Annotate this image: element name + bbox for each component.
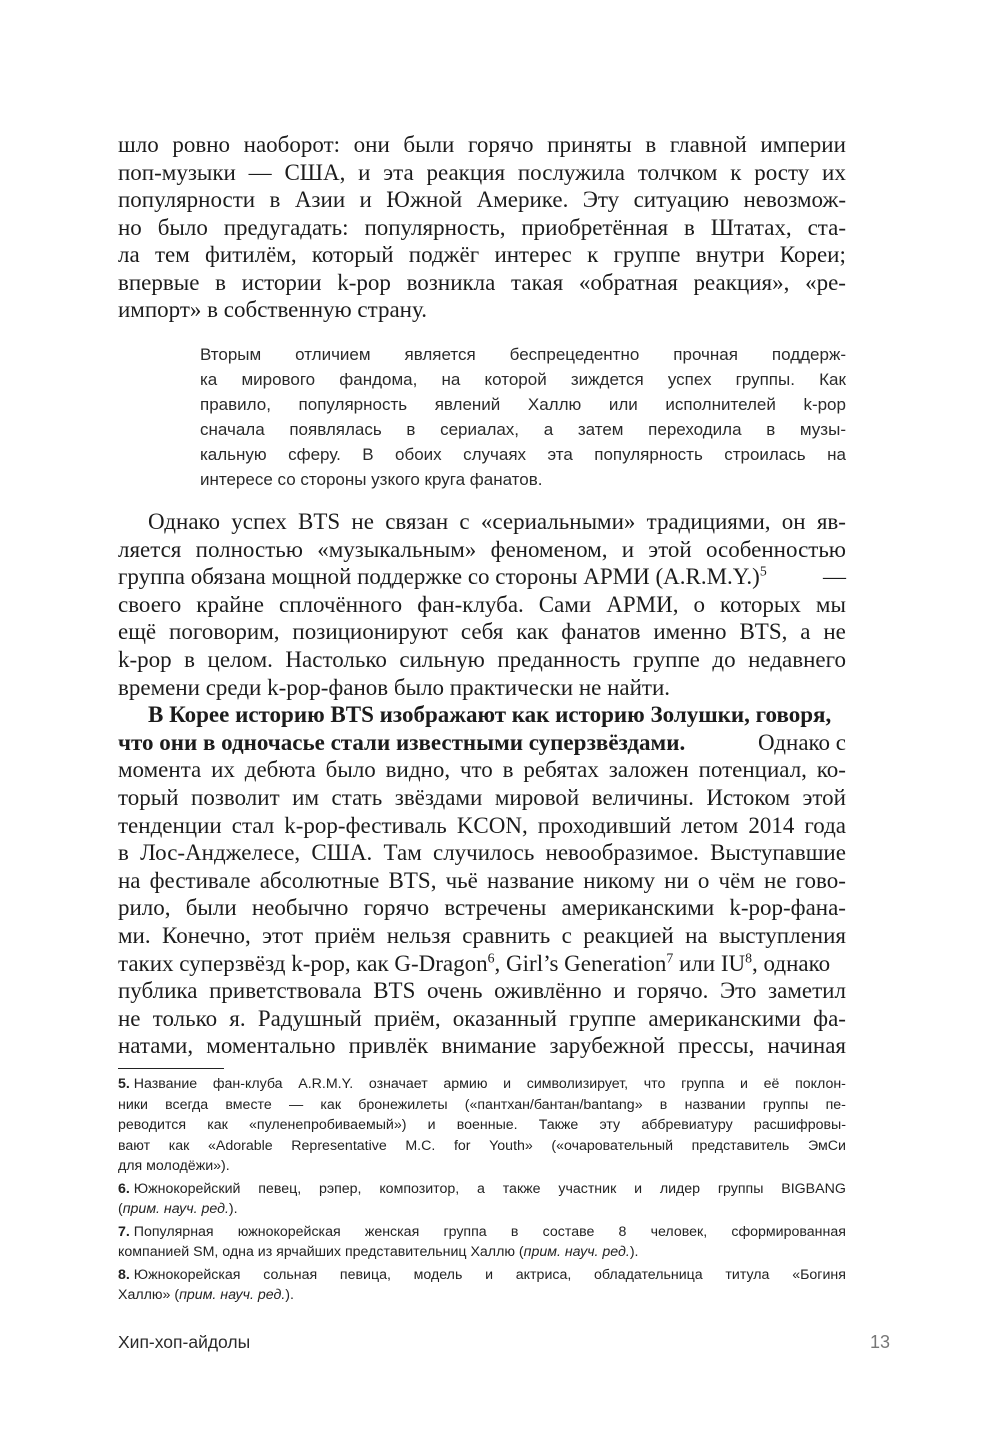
footnote-number: 7.: [118, 1223, 130, 1240]
quote-line: интересе со стороны узкого круга фанатов.: [200, 470, 543, 489]
text-line: момента их дебюта было видно, что в ребятах заложен потенциал, ко-: [118, 757, 846, 783]
text-line: натами, моментально привлёк внимание зарубежной прессы, начиная: [118, 1033, 846, 1059]
footnote-line: Халлю» (прим. науч. ред.).: [118, 1287, 294, 1303]
footnote-divider: [118, 1068, 224, 1069]
footnote-line: 8. Южнокорейская сольная певица, модель и актриса, обладательница титула «Богиня: [118, 1266, 846, 1283]
text-line: Однако успех BTS не связан с «сериальными» традициями, он яв-: [148, 509, 846, 534]
body-text: [118, 508, 846, 1060]
footnote-number: 8.: [118, 1266, 130, 1283]
text-line: не только я. Радушный приём, оказанный группе американскими фа-: [118, 1005, 846, 1031]
footnote-6: [118, 1179, 846, 1220]
text-line: [118, 729, 846, 757]
text-line: торый позволит им стать звёздами мировой величины. Истоком этой: [118, 784, 846, 810]
footnote-line: реводится как «пуленепробиваемый») и военные. Также эту аббревиатуру расшифровы-: [118, 1117, 846, 1133]
footnote-ref-6: 6: [487, 949, 495, 965]
text-line: ляется полностью «музыкальным» феноменом, и этой особенностью: [118, 536, 846, 562]
text-line: [118, 701, 846, 729]
quote-line: правило, популярность явлений Халлю или исполнителей k-pop: [200, 395, 846, 414]
text-fragment: —: [823, 564, 846, 590]
page-number: 13: [869, 1332, 890, 1352]
quote-line: кальную сферу. В обоих случаях эта популярность строилась на: [200, 445, 846, 464]
text-line: импорт» в собственную страну.: [118, 297, 427, 322]
text-line: [118, 950, 846, 978]
footnote-ref-5: 5: [759, 563, 767, 579]
text-line: своего крайне сплочённого фан-клуба. Сами АРМИ, о которых мы: [118, 591, 846, 617]
footnote-8: [118, 1265, 846, 1306]
footnote-line: компанией SM, одна из ярчайших представительниц Халлю (прим. науч. ред.).: [118, 1244, 639, 1260]
quote-line: Вторым отличием является беспрецедентно прочная поддерж-: [200, 345, 846, 364]
text-fragment: Однако с: [758, 729, 846, 755]
text-line: k-pop в целом. Настолько сильную преданность группе до недавнего: [118, 646, 846, 672]
text-fragment: таких суперзвёзд k-pop, как G-Dragon$^6$, Girl’s Generation$^7$ или $IU^8$, однако: [118, 949, 831, 976]
text-line: шло ровно наоборот: они были горячо приняты в главной империи: [118, 132, 846, 157]
footnote-line: ники всегда вместе — как бронежилеты («пантхан/бантан/bantang» в названии группы пе-: [118, 1096, 846, 1113]
text-line: ми. Конечно, этот приём нельзя сравнить с реакцией на выступления: [118, 922, 846, 948]
footnote-line: 5. Название фан-клуба A.R.M.Y. означает армию и символизирует, что группа и её поклон-: [118, 1076, 846, 1092]
footnote-line: для молодёжи»).: [118, 1158, 230, 1174]
paragraph-intro: [118, 131, 846, 324]
bold-lead: что они в одночасье стали известными суперзвёздами.: [118, 729, 686, 755]
text-line: ла тем фитилём, который поджёг интерес к группе внутри Кореи;: [118, 242, 846, 267]
bold-lead: В Корее историю BTS изображают как историю Золушки, говоря,: [148, 702, 832, 728]
text-line: поп-музыки — США, и эта реакция послужила толчком к росту их: [118, 159, 846, 185]
footnote-7: [118, 1222, 846, 1263]
text-line: тенденции стал k-pop-фестиваль KCON, проходивший летом 2014 года: [118, 812, 846, 838]
text-line: но было предугадать: популярность, приобретённая в Штатах, ста-: [118, 214, 846, 240]
block-quote: [200, 342, 846, 492]
footnote-line: 6. Южнокорейский певец, рэпер, композитор, а также участник и лидер группы BIGBANG: [118, 1180, 846, 1197]
text-line: на фестивале абсолютные BTS, чьё название никому ни о чём не гово-: [118, 867, 846, 893]
text-line: в Лос-Анджелесе, США. Там случилось невообразимое. Выступавшие: [118, 840, 846, 866]
text-line: рило, были необычно горячо встречены американскими k-pop-фана-: [118, 895, 846, 921]
footnote-line: 7. Популярная южнокорейская женская группа в составе 8 человек, сформированная: [118, 1223, 846, 1240]
footnote-ref-8: 8: [745, 949, 753, 965]
footnote-ref-7: 7: [666, 949, 674, 965]
quote-line: сначала появлялась в сериалах, а затем переходила в музы-: [200, 420, 846, 439]
footnote-number: 6.: [118, 1180, 130, 1197]
footnote-line: вают как «Adorable Representative M.C. for Youth» («очаровательный представитель ЭмСи: [118, 1137, 846, 1154]
text-fragment: группа обязана мощной поддержке со стороны АРМИ $(A.R.M.Y.)^5$: [118, 563, 767, 590]
footnote-5: [118, 1074, 846, 1177]
footnote-number: 5.: [118, 1076, 130, 1092]
quote-line: ка мирового фандома, на которой зиждется успех группы. Как: [200, 370, 846, 389]
text-line: ещё поговорим, позиционируют себя как фанатов именно BTS, а не: [118, 619, 846, 645]
footnote-line: (прим. науч. ред.).: [118, 1201, 238, 1217]
text-line: популярности в Азии и Южной Америке. Эту ситуацию невозмож-: [118, 187, 846, 212]
text-line: [118, 563, 846, 591]
text-line: времени среди k-pop-фанов было практически не найти.: [118, 674, 671, 700]
running-footer-title: Хип-хоп-айдолы: [118, 1332, 251, 1352]
footnotes: [118, 1074, 846, 1308]
text-line: публика приветствовала BTS очень оживлённо и горячо. Это заметил: [118, 978, 846, 1004]
text-line: впервые в истории k-pop возникла такая «обратная реакция», «ре-: [118, 269, 846, 295]
